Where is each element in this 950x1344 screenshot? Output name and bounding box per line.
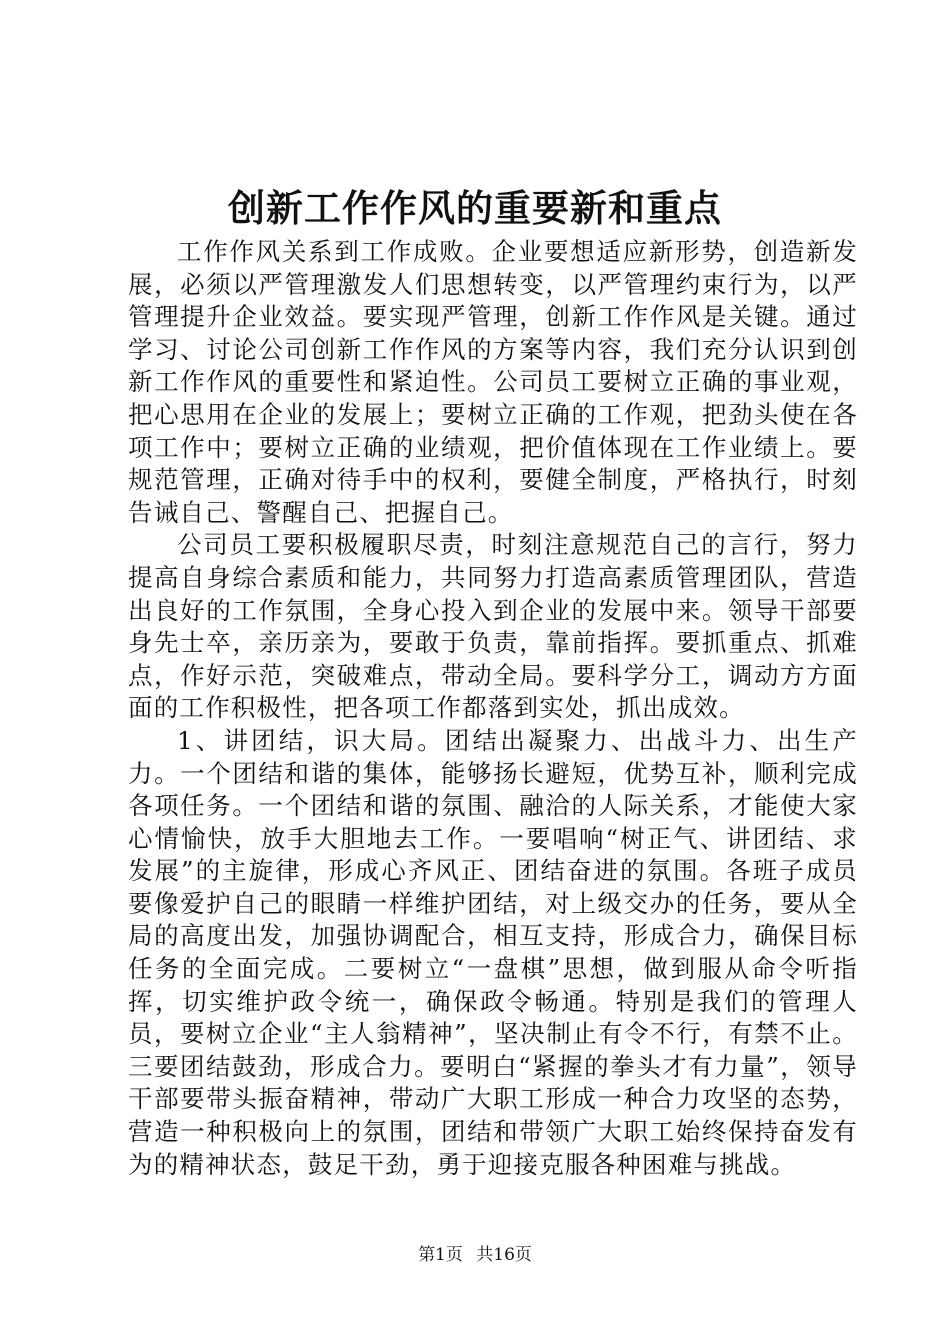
page-footer bbox=[0, 1243, 950, 1267]
paragraph-2: 公司员工要积极履职尽责，时刻注意规范自己的言行，努力提高自身综合素质和能力，共同努力打造高素质管理团队，营造出良好的工作氛围，全身心投入到企业的发展中来。领导干部要身先士卒，亲历亲为，要敢于负责，靠前指挥。要抓重点、抓难点，作好示范，突破难点，带动全局。要科学分工，调动方方面面的工作积极性，把各项工作都落到实处，抓出成效。 bbox=[128, 530, 858, 723]
paragraph-1: 工作作风关系到工作成败。企业要想适应新形势，创造新发展，必须以严管理激发人们思想转变，以严管理约束行为，以严管理提升企业效益。要实现严管理，创新工作作风是关键。通过学习、讨论公司创新工作作风的方案等内容，我们充分认识到创新工作作风的重要性和紧迫性。公司员工要树立正确的事业观，把心思用在企业的发展上；要树立正确的工作观，把劲头使在各项工作中；要树立正确的业绩观，把价值体现在工作业绩上。要规范管理，正确对待手中的权利，要健全制度，严格执行，时刻告诫自己、警醒自己、把握自己。 bbox=[128, 237, 858, 527]
page-number: 第1页 bbox=[418, 1245, 463, 1265]
paragraph-3: 1、讲团结，识大局。团结出凝聚力、出战斗力、出生产力。一个团结和谐的集体，能够扬长避短，优势互补，顺利完成各项任务。一个团结和谐的氛围、融洽的人际关系，才能使大家心情愉快，放手大胆地去工作。一要唱响“树正气、讲团结、求发展”的主旋律，形成心齐风正、团结奋进的氛围。各班子成员要像爱护自己的眼睛一样维护团结，对上级交办的任务，要从全局的高度出发，加强协调配合，相互支持，形成合力，确保目标任务的全面完成。二要树立“一盘棋”思想，做到服从命令听指挥，切实维护政令统一，确保政令畅通。特别是我们的管理人员，要树立企业“主人翁精神”，坚决制止有令不行，有禁不止。三要团结鼓劲，形成合力。要明白“紧握的拳头才有力量”，领导干部要带头振奋精神，带动广大职工形成一种合力攻坚的态势，营造一种积极向上的氛围，团结和带领广大职工始终保持奋发有为的精神状态，鼓足干劲，勇于迎接克服各种困难与挑战。 bbox=[128, 725, 858, 1179]
document-body bbox=[128, 236, 858, 1181]
page-total: 共16页 bbox=[476, 1245, 532, 1265]
document-title: 创新工作作风的重要新和重点 bbox=[228, 186, 722, 230]
